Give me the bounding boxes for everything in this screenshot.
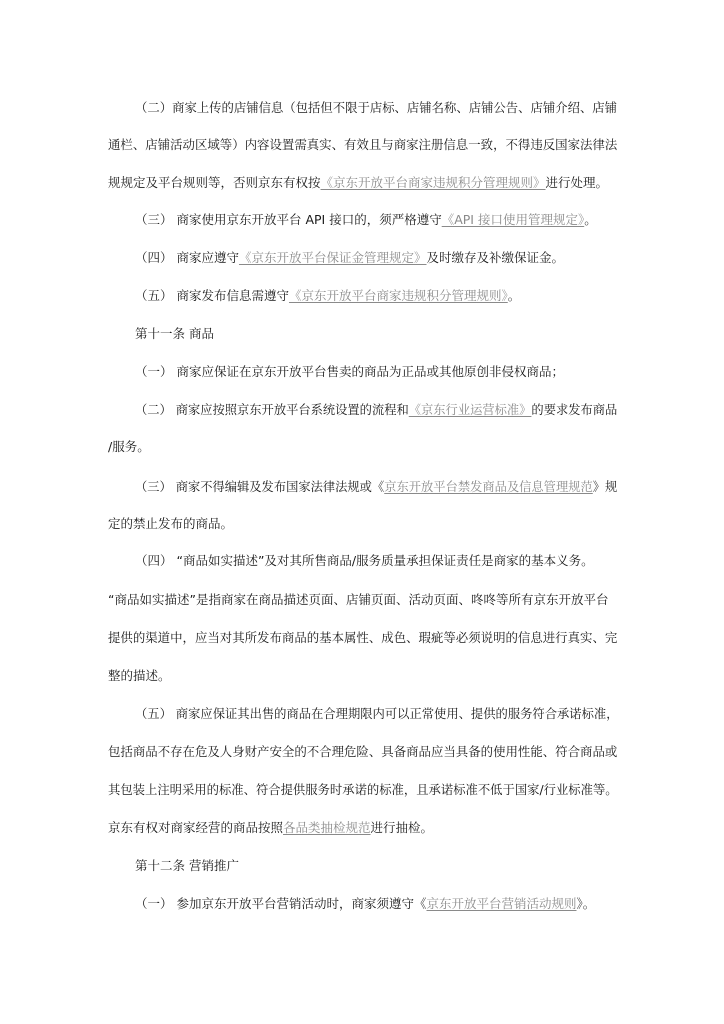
paragraph-line: （二）商家上传的店铺信息（包括但不限于店标、店铺名称、店铺公告、店铺介绍、店铺 <box>135 101 618 115</box>
industry-operation-standards-link[interactable]: 《京东行业运营标准》 <box>408 403 532 417</box>
paragraph-line: （一） 商家应保证在京东开放平台售卖的商品为正品或其他原创非侵权商品； <box>135 364 564 379</box>
deposit-management-rules-link[interactable]: 《京东开放平台保证金管理规定》 <box>238 250 427 265</box>
paragraph-line: （三） 商家使用京东开放平台 API 接口的，须严格遵守《API 接口使用管理规定》。 <box>135 212 597 227</box>
paragraph-line: 提供的渠道中，应当对其所发布商品的基本属性、成色、瑕疵等必须说明的信息进行真实、完 <box>108 630 618 645</box>
paragraph-line: 通栏、店铺活动区域等）内容设置需真实、有效且与商家注册信息一致，不得违反国家法律法 <box>108 137 618 152</box>
merchant-violation-points-rules-link[interactable]: 《京东开放平台商家违规积分管理规则》 <box>288 288 508 303</box>
paragraph-line: （四） 商家应遵守《京东开放平台保证金管理规定》及时缴存及补缴保证金。 <box>135 250 565 265</box>
article-heading: 第十一条 商品 <box>135 326 214 341</box>
api-interface-rules-link[interactable]: 《API 接口使用管理规定》 <box>441 212 585 227</box>
prohibited-goods-rules-link[interactable]: 京东开放平台禁发商品及信息管理规范 <box>384 480 593 494</box>
paragraph-line: 包括商品不存在危及人身财产安全的不合理危险、具备商品应当具备的使用性能、符合商品或 <box>108 744 618 759</box>
paragraph-line: 整的描述。 <box>108 668 171 683</box>
paragraph-line: （二） 商家应按照京东开放平台系统设置的流程和《京东行业运营标准》的要求发布商品 <box>135 403 618 417</box>
merchant-violation-points-rules-link[interactable]: 《京东开放平台商家违规积分管理规则》 <box>320 175 546 190</box>
paragraph-line: 定的禁止发布的商品。 <box>108 516 234 531</box>
paragraph-line: 其包装上注明采用的标准、符合提供服务时承诺的标准，且承诺标准不低于国家/行业标准等。 <box>108 783 618 797</box>
paragraph-line: /服务。 <box>108 439 150 454</box>
category-inspection-rules-link[interactable]: 各品类抽检规范 <box>283 820 371 835</box>
paragraph-line: “商品如实描述”是指商家在商品描述页面、店铺页面、活动页面、咚咚等所有京东开放平台 <box>108 592 609 607</box>
paragraph-line: （一） 参加京东开放平台营销活动时，商家须遵守《京东开放平台营销活动规则》。 <box>135 896 596 911</box>
article-heading: 第十二条 营销推广 <box>135 858 239 873</box>
paragraph-line: （五） 商家应保证其出售的商品在合理期限内可以正常使用、提供的服务符合承诺标准， <box>135 707 619 721</box>
paragraph-line: （五） 商家发布信息需遵守《京东开放平台商家违规积分管理规则》。 <box>135 288 521 303</box>
marketing-activity-rules-link[interactable]: 京东开放平台营销活动规则 <box>426 896 577 911</box>
paragraph-line: （四） “商品如实描述”及对其所售商品/服务质量承担保证责任是商家的基本义务。 <box>135 553 594 568</box>
paragraph-line: （三） 商家不得编辑及发布国家法律法规或《京东开放平台禁发商品及信息管理规范》规 <box>135 480 618 494</box>
paragraph-line: 规规定及平台规则等，否则京东有权按《京东开放平台商家违规积分管理规则》进行处理。 <box>108 175 609 190</box>
paragraph-line: 京东有权对商家经营的商品按照各品类抽检规范进行抽检。 <box>108 820 434 835</box>
